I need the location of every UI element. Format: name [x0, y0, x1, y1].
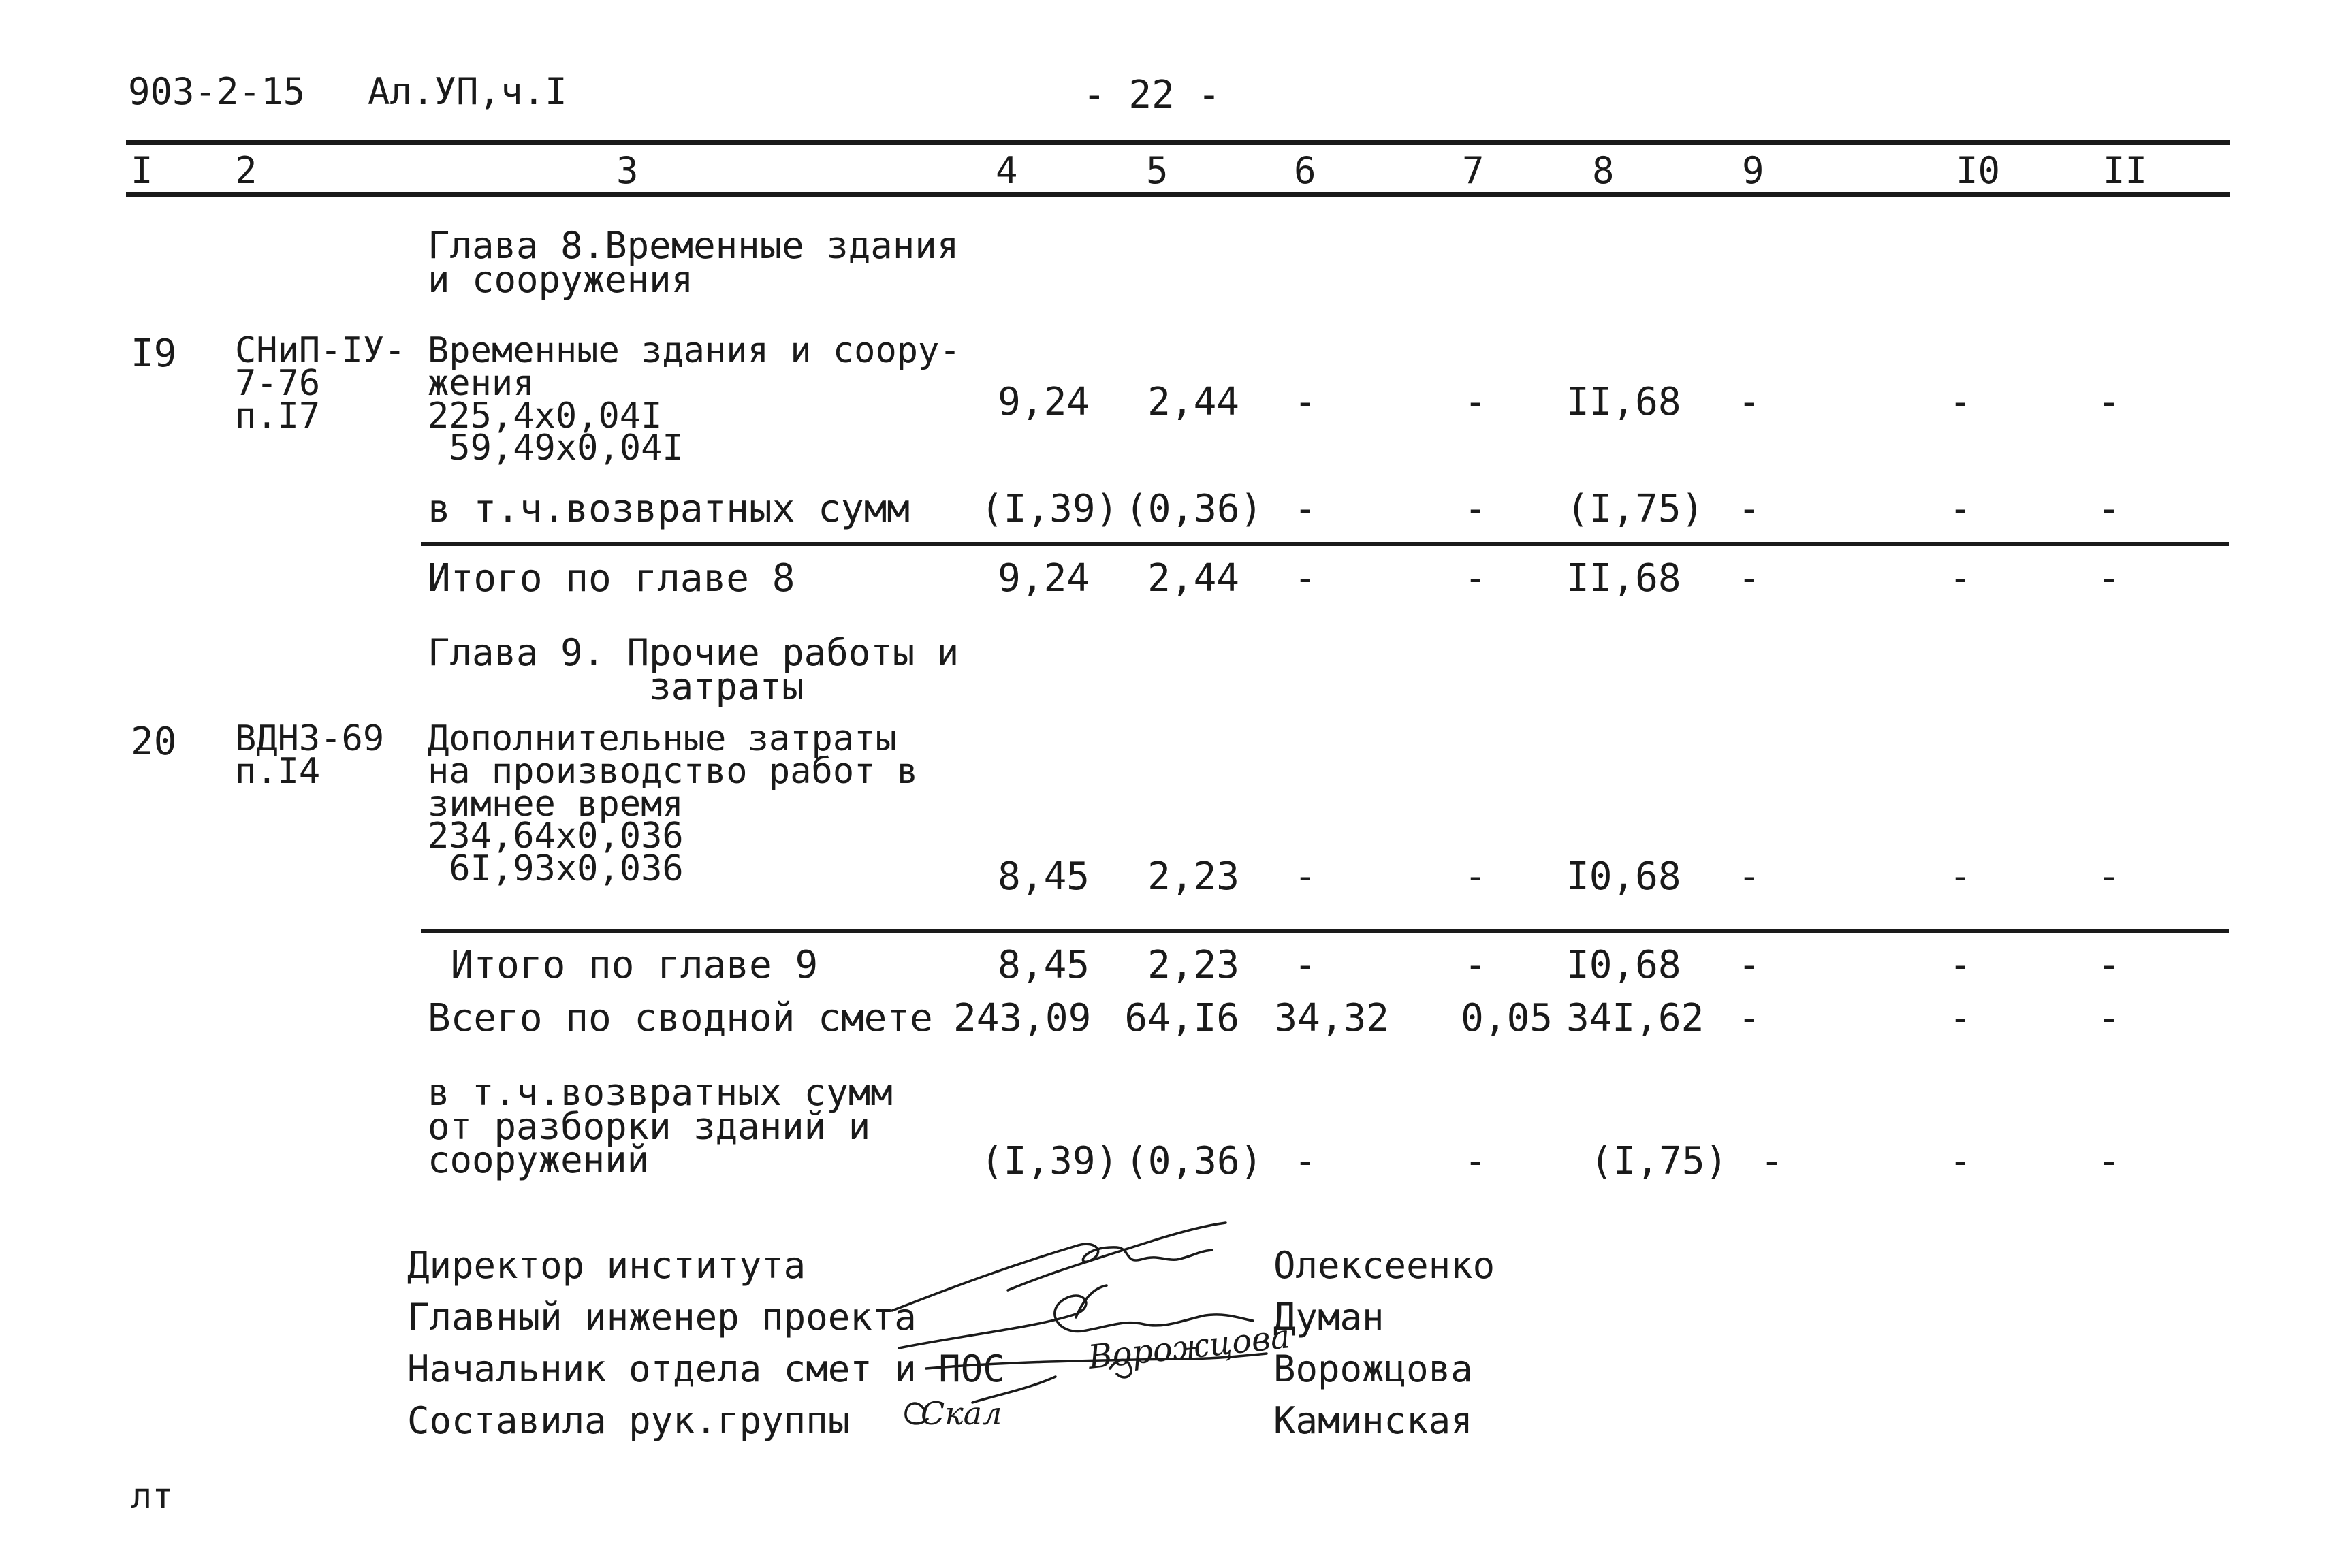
returns-total-col10: -	[1949, 1139, 1972, 1183]
chapter-9-title: Глава 9. Прочие работы и затраты	[428, 631, 959, 708]
handwritten-signatures	[872, 1198, 1348, 1457]
signature-name: Ворожцова	[1273, 1347, 1473, 1390]
returns-total-col9: -	[1760, 1139, 1783, 1183]
row-19-return-col7: -	[1464, 487, 1487, 531]
chapter-9-total-col4: 8,45	[998, 943, 1090, 987]
row-19-value-col4: 9,24	[998, 380, 1090, 424]
row-20-norm-reference: ВДНЗ-69 п.I4	[235, 718, 385, 792]
returns-total-col7: -	[1464, 1139, 1487, 1183]
row-20-description: Дополнительные затраты на производство работ в зимнее время 234,64x0,036 6I,93x0,036	[428, 718, 919, 890]
chapter-9-total-col11: -	[2097, 943, 2121, 987]
signature-role: Составила рук.группы	[407, 1399, 851, 1442]
signature-scribble-text: Ворожцова	[1086, 1317, 1292, 1377]
row-19-return-col4: (I,39)	[981, 487, 1119, 531]
chapter-9-total-col6: -	[1294, 943, 1317, 987]
chapter-8-total-col4: 9,24	[998, 556, 1090, 601]
grand-total-col6: 34,32	[1274, 996, 1389, 1040]
row-19-return-col8: (I,75)	[1566, 487, 1704, 531]
signature-name: Думан	[1273, 1296, 1384, 1339]
grand-total-col10: -	[1949, 996, 1972, 1040]
row-20-value-col11: -	[2097, 854, 2121, 899]
chapter-9-total-col9: -	[1738, 943, 1761, 987]
chapter-8-total-label: Итого по главе 8	[428, 556, 795, 601]
column-header: 9	[1742, 149, 1764, 192]
column-header: 7	[1462, 149, 1485, 192]
chapter-9-total-col7: -	[1464, 943, 1487, 987]
grand-total-col8: 34I,62	[1566, 996, 1704, 1040]
column-header: 6	[1294, 149, 1316, 192]
page-number: - 22 -	[1083, 73, 1221, 117]
row-19-value-col9: -	[1738, 380, 1761, 424]
row-19-return-label: в т.ч.возвратных сумм	[428, 487, 910, 531]
grand-total-label: Всего по сводной смете	[428, 996, 933, 1040]
chapter-8-total-col7: -	[1464, 556, 1487, 601]
chapter-8-total-col6: -	[1294, 556, 1317, 601]
header-top-rule	[126, 140, 2230, 145]
grand-total-col5: 64,I6	[1124, 996, 1239, 1040]
footer-mark: лт	[131, 1476, 174, 1517]
document-code: 903-2-15	[128, 70, 306, 113]
column-header: I0	[1956, 149, 2001, 192]
signature-role: Начальник отдела смет и ПОС	[407, 1347, 1005, 1390]
signature-director-stroke	[892, 1244, 1212, 1311]
row-19-value-col11: -	[2097, 380, 2121, 424]
row-19-value-col6: -	[1294, 380, 1317, 424]
chapter-9-total-col10: -	[1949, 943, 1972, 987]
signature-name: Олексеенко	[1273, 1244, 1495, 1287]
returns-total-col5: (0,36)	[1125, 1139, 1263, 1183]
returns-total-col11: -	[2097, 1139, 2121, 1183]
column-header: 2	[235, 149, 257, 192]
chapter-9-total-label: Итого по главе 9	[428, 943, 819, 987]
signature-role: Директор института	[407, 1244, 806, 1287]
row-20-value-col6: -	[1294, 854, 1317, 899]
album-reference: Ал.УП,ч.I	[368, 70, 567, 113]
header-bottom-rule	[126, 192, 2230, 197]
column-header: 5	[1146, 149, 1169, 192]
row-19-value-col7: -	[1464, 380, 1487, 424]
grand-total-col7: 0,05	[1461, 996, 1553, 1040]
row-20-value-col10: -	[1949, 854, 1972, 899]
column-header: 4	[996, 149, 1018, 192]
chapter-9-total-col8: I0,68	[1566, 943, 1681, 987]
chapter-8-total-col10: -	[1949, 556, 1972, 601]
chapter-9-total-rule	[421, 929, 2229, 933]
row-19-return-col5: (0,36)	[1125, 487, 1263, 531]
column-header: 8	[1592, 149, 1615, 192]
row-20-value-col7: -	[1464, 854, 1487, 899]
row-20-value-col8: I0,68	[1566, 854, 1681, 899]
chapter-8-title: Глава 8.Временные здания и сооружения	[428, 224, 959, 301]
returns-total-col6: -	[1294, 1139, 1317, 1183]
row-19-number: I9	[131, 332, 177, 376]
row-20-number: 20	[131, 720, 177, 764]
row-20-value-col4: 8,45	[998, 854, 1090, 899]
column-header: 3	[616, 149, 639, 192]
column-header: I	[131, 149, 153, 192]
chapter-8-total-col8: II,68	[1566, 556, 1681, 601]
row-19-return-col10: -	[1949, 487, 1972, 531]
chapter-8-total-rule	[421, 542, 2229, 546]
row-20-value-col5: 2,23	[1147, 854, 1239, 899]
returns-total-col8: (I,75)	[1590, 1139, 1728, 1183]
grand-total-col11: -	[2097, 996, 2121, 1040]
chapter-8-total-col9: -	[1738, 556, 1761, 601]
row-19-return-col9: -	[1738, 487, 1761, 531]
row-20-value-col9: -	[1738, 854, 1761, 899]
row-19-value-col5: 2,44	[1147, 380, 1239, 424]
row-19-value-col8: II,68	[1566, 380, 1681, 424]
signature-role: Главный инженер проекта	[407, 1296, 917, 1339]
grand-total-col4: 243,09	[953, 996, 1092, 1040]
row-19-return-col6: -	[1294, 487, 1317, 531]
returns-total-col4: (I,39)	[981, 1139, 1119, 1183]
row-19-return-col11: -	[2097, 487, 2121, 531]
returns-total-label: в т.ч.возвратных сумм от разборки зданий и сооружений	[428, 1071, 893, 1182]
row-19-description: Временные здания и соору- жения 225,4x0,04I 59,49x0,04I	[428, 330, 961, 469]
row-19-value-col10: -	[1949, 380, 1972, 424]
chapter-8-total-col11: -	[2097, 556, 2121, 601]
grand-total-col9: -	[1738, 996, 1761, 1040]
chapter-8-total-col5: 2,44	[1147, 556, 1239, 601]
signature-scribble-text: Скал	[921, 1395, 1002, 1432]
row-19-norm-reference: СНиП-IУ- 7-76 п.I7	[235, 330, 406, 436]
chapter-9-total-col5: 2,23	[1147, 943, 1239, 987]
column-header: II	[2103, 149, 2148, 192]
signature-name: Каминская	[1273, 1399, 1473, 1442]
